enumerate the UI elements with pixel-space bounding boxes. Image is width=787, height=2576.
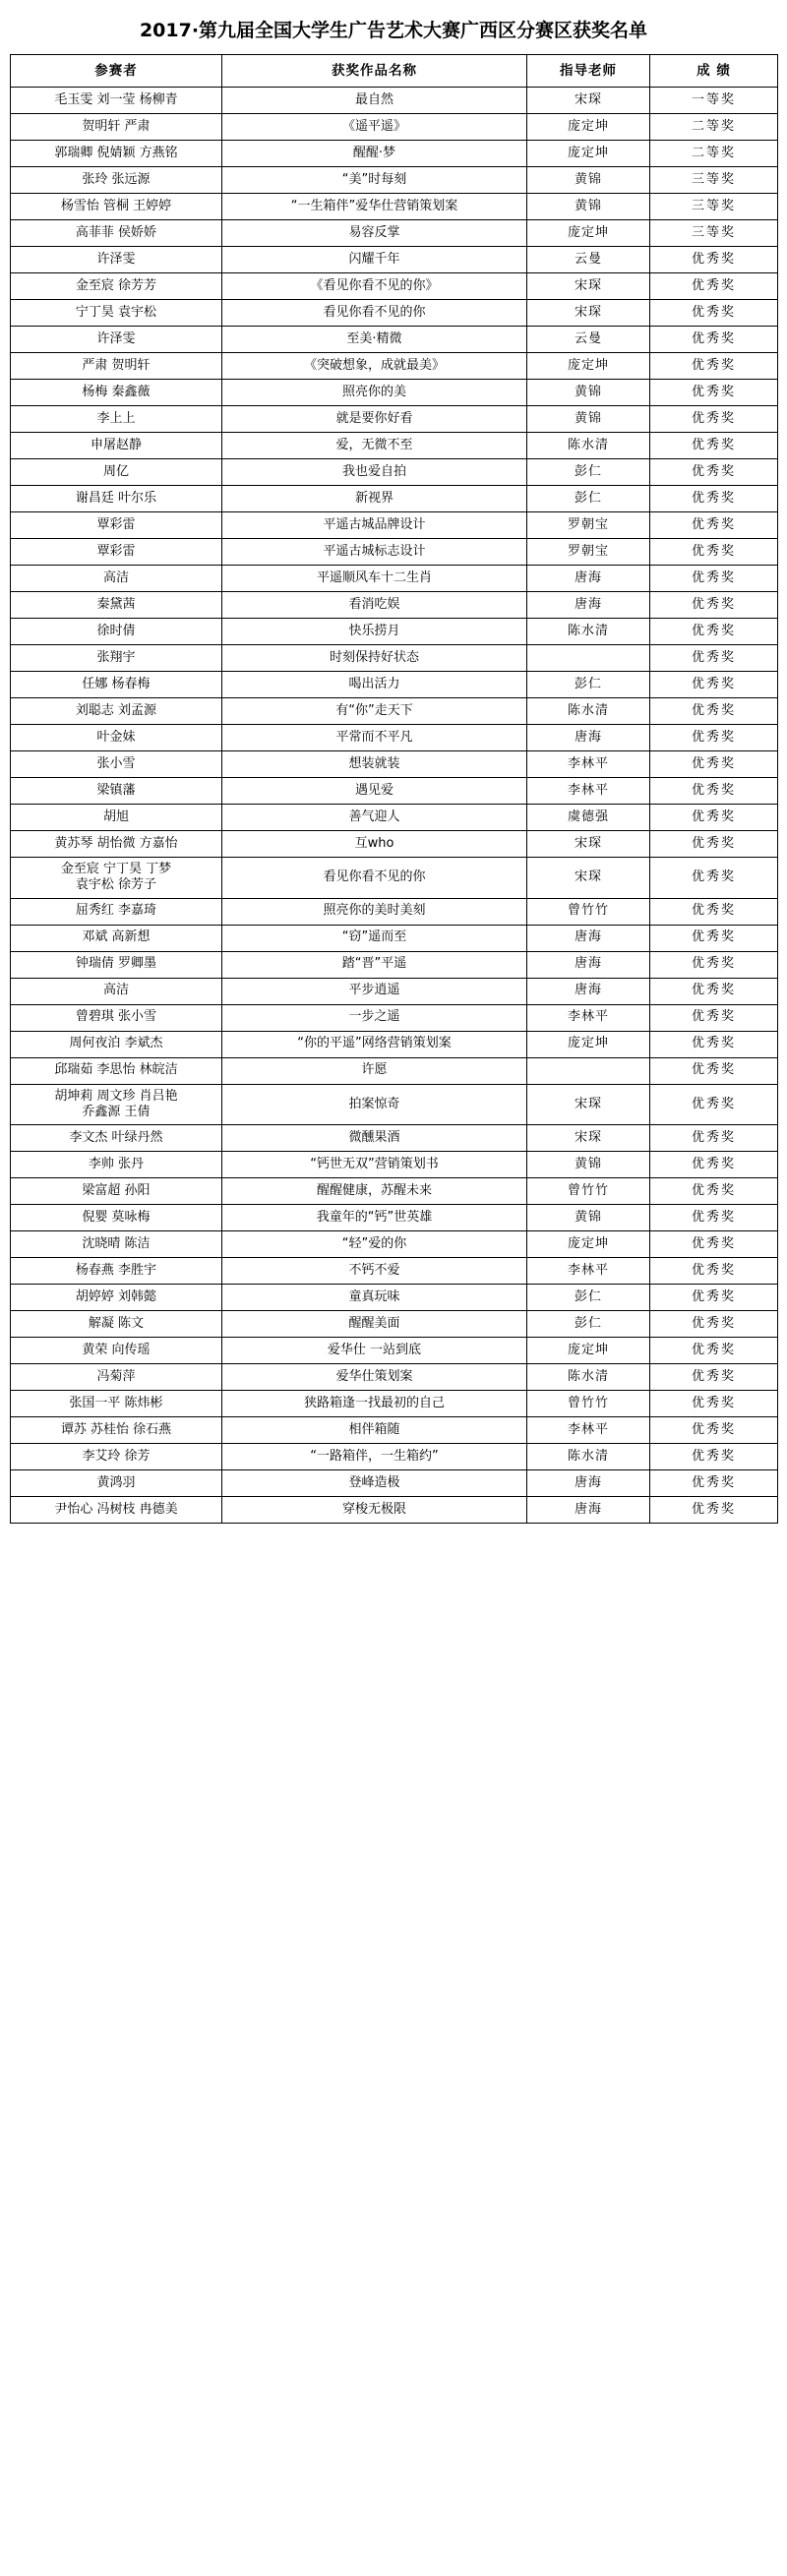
table-row <box>11 406 778 433</box>
cell-participant: 严肃 贺明轩 <box>11 353 222 380</box>
table-row <box>11 1497 778 1524</box>
cell-result: 优秀奖 <box>650 1311 778 1338</box>
cell-result: 三等奖 <box>650 220 778 247</box>
cell-work: 看消吃娱 <box>222 592 527 619</box>
cell-work: 《遥平遥》 <box>222 114 527 141</box>
cell-teacher: 黄锦 <box>527 1152 650 1178</box>
cell-teacher: 云曼 <box>527 327 650 353</box>
cell-participant: 张小雪 <box>11 751 222 778</box>
cell-participant: 胡旭 <box>11 805 222 831</box>
cell-teacher: 李林平 <box>527 1258 650 1285</box>
cell-participant: 郭瑞卿 倪婧颖 方燕铭 <box>11 141 222 167</box>
cell-result: 优秀奖 <box>650 459 778 486</box>
cell-participant: 邱瑞茹 李思怡 林皖洁 <box>11 1057 222 1084</box>
cell-result: 优秀奖 <box>650 433 778 459</box>
cell-teacher: 庞定坤 <box>527 114 650 141</box>
cell-work: 爱华仕策划案 <box>222 1364 527 1391</box>
cell-teacher: 李林平 <box>527 1004 650 1031</box>
cell-participant: 谭苏 苏桂怡 徐石燕 <box>11 1417 222 1444</box>
cell-teacher: 陈水清 <box>527 433 650 459</box>
cell-participant: 周亿 <box>11 459 222 486</box>
table-row <box>11 1084 778 1125</box>
cell-work: 就是要你好看 <box>222 406 527 433</box>
page-title: 2017·第九届全国大学生广告艺术大赛广西区分赛区获奖名单 <box>139 20 648 41</box>
cell-result: 优秀奖 <box>650 566 778 592</box>
table-row <box>11 300 778 327</box>
table-body <box>11 88 778 1524</box>
cell-result: 优秀奖 <box>650 1057 778 1084</box>
cell-result: 优秀奖 <box>650 1417 778 1444</box>
cell-teacher: 庞定坤 <box>527 141 650 167</box>
table-row <box>11 805 778 831</box>
cell-teacher: 宋琛 <box>527 1125 650 1152</box>
cell-teacher: 李林平 <box>527 1417 650 1444</box>
cell-result: 优秀奖 <box>650 698 778 725</box>
cell-work: 登峰造极 <box>222 1470 527 1497</box>
cell-participant: 高菲菲 侯娇娇 <box>11 220 222 247</box>
cell-result: 三等奖 <box>650 194 778 220</box>
table-row <box>11 1391 778 1417</box>
table-row <box>11 831 778 858</box>
cell-participant: 杨梅 秦鑫薇 <box>11 380 222 406</box>
table-row <box>11 645 778 672</box>
table-row <box>11 951 778 978</box>
cell-participant: 徐时倩 <box>11 619 222 645</box>
cell-teacher <box>527 645 650 672</box>
cell-participant: 高洁 <box>11 566 222 592</box>
cell-participant: 李帅 张丹 <box>11 1152 222 1178</box>
cell-teacher: 唐海 <box>527 1497 650 1524</box>
cell-participant: 张翔宇 <box>11 645 222 672</box>
column-header-teacher: 指导老师 <box>527 55 650 88</box>
cell-work: 爱，无微不至 <box>222 433 527 459</box>
table-row <box>11 898 778 925</box>
cell-result: 优秀奖 <box>650 539 778 566</box>
cell-participant: 李艾玲 徐芳 <box>11 1444 222 1470</box>
cell-result: 优秀奖 <box>650 978 778 1004</box>
cell-result: 优秀奖 <box>650 380 778 406</box>
cell-work: 照亮你的美 <box>222 380 527 406</box>
table-row <box>11 141 778 167</box>
cell-work: 看见你看不见的你 <box>222 300 527 327</box>
table-row <box>11 1311 778 1338</box>
cell-teacher: 虞德强 <box>527 805 650 831</box>
cell-result: 优秀奖 <box>650 1152 778 1178</box>
cell-result: 优秀奖 <box>650 592 778 619</box>
cell-participant: 胡坤莉 周文珍 肖吕艳 乔鑫源 王倩 <box>11 1084 222 1125</box>
cell-teacher: 李林平 <box>527 778 650 805</box>
cell-teacher: 曾竹竹 <box>527 898 650 925</box>
cell-work: 一步之遥 <box>222 1004 527 1031</box>
cell-result: 优秀奖 <box>650 273 778 300</box>
cell-work: 童真玩味 <box>222 1285 527 1311</box>
cell-teacher: 黄锦 <box>527 167 650 194</box>
cell-work: 醒醒·梦 <box>222 141 527 167</box>
cell-work: 平遥古城标志设计 <box>222 539 527 566</box>
table-row <box>11 353 778 380</box>
cell-result: 优秀奖 <box>650 619 778 645</box>
cell-participant: 李文杰 叶绿丹然 <box>11 1125 222 1152</box>
cell-teacher: 彭仁 <box>527 1311 650 1338</box>
cell-result: 优秀奖 <box>650 247 778 273</box>
cell-teacher: 黄锦 <box>527 406 650 433</box>
cell-participant: 申屠赵静 <box>11 433 222 459</box>
table-header-row <box>11 55 778 88</box>
cell-work: 相伴箱随 <box>222 1417 527 1444</box>
cell-work: 时刻保持好状态 <box>222 645 527 672</box>
cell-work: 不钙不爱 <box>222 1258 527 1285</box>
cell-work: 《看见你看不见的你》 <box>222 273 527 300</box>
table-row <box>11 1417 778 1444</box>
table-row <box>11 672 778 698</box>
table-row <box>11 1364 778 1391</box>
cell-result: 优秀奖 <box>650 1364 778 1391</box>
table-row <box>11 194 778 220</box>
cell-participant: 覃彩雷 <box>11 539 222 566</box>
cell-result: 优秀奖 <box>650 858 778 899</box>
cell-result: 优秀奖 <box>650 1084 778 1125</box>
cell-teacher: 彭仁 <box>527 1285 650 1311</box>
cell-teacher: 宋琛 <box>527 858 650 899</box>
table-header <box>11 55 778 88</box>
cell-result: 优秀奖 <box>650 406 778 433</box>
cell-work: 醒醒美面 <box>222 1311 527 1338</box>
cell-result: 三等奖 <box>650 167 778 194</box>
cell-participant: 金至宸 宁丁昊 丁梦 袁宇松 徐芳子 <box>11 858 222 899</box>
cell-work: “钙世无双”营销策划书 <box>222 1152 527 1178</box>
table-row <box>11 1258 778 1285</box>
table-row <box>11 858 778 899</box>
cell-participant: 解凝 陈文 <box>11 1311 222 1338</box>
cell-work: “美”时每刻 <box>222 167 527 194</box>
cell-participant: 任娜 杨春梅 <box>11 672 222 698</box>
cell-teacher: 唐海 <box>527 925 650 951</box>
cell-result: 优秀奖 <box>650 1178 778 1205</box>
table-row <box>11 925 778 951</box>
cell-result: 优秀奖 <box>650 778 778 805</box>
cell-teacher: 宋琛 <box>527 88 650 114</box>
table-row <box>11 778 778 805</box>
cell-work: 最自然 <box>222 88 527 114</box>
cell-participant: 邓斌 高新想 <box>11 925 222 951</box>
cell-work: 我也爱自拍 <box>222 459 527 486</box>
cell-result: 优秀奖 <box>650 805 778 831</box>
cell-participant: 刘聪志 刘孟源 <box>11 698 222 725</box>
cell-work: 狭路箱逢一找最初的自己 <box>222 1391 527 1417</box>
cell-participant: 胡婷婷 刘韩懿 <box>11 1285 222 1311</box>
table-row <box>11 1152 778 1178</box>
cell-participant: 梁镇藩 <box>11 778 222 805</box>
cell-work: 踏“晋”平遥 <box>222 951 527 978</box>
cell-participant: 宁丁昊 袁宇松 <box>11 300 222 327</box>
cell-participant: 金至宸 徐芳芳 <box>11 273 222 300</box>
table-row <box>11 1470 778 1497</box>
cell-result: 优秀奖 <box>650 831 778 858</box>
cell-teacher: 黄锦 <box>527 1205 650 1231</box>
cell-teacher: 宋琛 <box>527 300 650 327</box>
table-row <box>11 1057 778 1084</box>
cell-result: 优秀奖 <box>650 300 778 327</box>
table-row <box>11 1178 778 1205</box>
cell-participant: 梁富超 孙阳 <box>11 1178 222 1205</box>
cell-teacher: 罗朝宝 <box>527 512 650 539</box>
cell-teacher: 曾竹竹 <box>527 1391 650 1417</box>
cell-work: “一路箱伴，一生箱约” <box>222 1444 527 1470</box>
cell-teacher: 唐海 <box>527 951 650 978</box>
cell-work: 许愿 <box>222 1057 527 1084</box>
cell-work: 平遥古城品牌设计 <box>222 512 527 539</box>
cell-work: 互who <box>222 831 527 858</box>
cell-work: 醒醒健康，苏醒未来 <box>222 1178 527 1205</box>
cell-result: 二等奖 <box>650 141 778 167</box>
cell-participant: 贺明轩 严肃 <box>11 114 222 141</box>
cell-work: 照亮你的美时美刻 <box>222 898 527 925</box>
table-row <box>11 1004 778 1031</box>
cell-teacher: 庞定坤 <box>527 220 650 247</box>
cell-work: “窃”遥而至 <box>222 925 527 951</box>
cell-result: 优秀奖 <box>650 1470 778 1497</box>
cell-teacher: 罗朝宝 <box>527 539 650 566</box>
cell-result: 优秀奖 <box>650 751 778 778</box>
cell-teacher: 唐海 <box>527 725 650 751</box>
cell-teacher: 唐海 <box>527 592 650 619</box>
cell-result: 优秀奖 <box>650 1285 778 1311</box>
cell-result: 优秀奖 <box>650 1125 778 1152</box>
cell-work: “轻”爱的你 <box>222 1231 527 1258</box>
cell-work: 想装就装 <box>222 751 527 778</box>
table-row <box>11 486 778 512</box>
cell-teacher: 陈水清 <box>527 698 650 725</box>
table-row <box>11 1205 778 1231</box>
cell-work: “你的平遥”网络营销策划案 <box>222 1031 527 1057</box>
cell-participant: 黄鸿羽 <box>11 1470 222 1497</box>
table-row <box>11 433 778 459</box>
cell-teacher: 庞定坤 <box>527 1338 650 1364</box>
cell-teacher: 庞定坤 <box>527 1031 650 1057</box>
cell-teacher: 云曼 <box>527 247 650 273</box>
cell-work: 至美·精微 <box>222 327 527 353</box>
cell-participant: 许泽雯 <box>11 327 222 353</box>
cell-participant: 黄荣 向传瑶 <box>11 1338 222 1364</box>
table-row <box>11 619 778 645</box>
table-row <box>11 1031 778 1057</box>
cell-teacher: 曾竹竹 <box>527 1178 650 1205</box>
column-header-participant: 参赛者 <box>11 55 222 88</box>
column-header-result: 成 绩 <box>650 55 778 88</box>
cell-work: 穿梭无极限 <box>222 1497 527 1524</box>
cell-result: 优秀奖 <box>650 353 778 380</box>
cell-result: 优秀奖 <box>650 672 778 698</box>
cell-teacher: 宋琛 <box>527 1084 650 1125</box>
cell-teacher: 陈水清 <box>527 1444 650 1470</box>
cell-work: 快乐捞月 <box>222 619 527 645</box>
cell-participant: 屈秀红 李嘉琦 <box>11 898 222 925</box>
cell-result: 优秀奖 <box>650 1391 778 1417</box>
cell-work: 看见你看不见的你 <box>222 858 527 899</box>
cell-result: 优秀奖 <box>650 1231 778 1258</box>
cell-participant: 张玲 张远源 <box>11 167 222 194</box>
cell-participant: 尹怡心 冯树枝 冉德美 <box>11 1497 222 1524</box>
cell-result: 优秀奖 <box>650 512 778 539</box>
cell-participant: 覃彩雷 <box>11 512 222 539</box>
cell-participant: 倪婴 莫咏梅 <box>11 1205 222 1231</box>
cell-result: 优秀奖 <box>650 645 778 672</box>
cell-result: 优秀奖 <box>650 1444 778 1470</box>
cell-teacher: 唐海 <box>527 1470 650 1497</box>
cell-work: “一生箱伴”爱华仕营销策划案 <box>222 194 527 220</box>
cell-participant: 曾碧琪 张小雪 <box>11 1004 222 1031</box>
table-row <box>11 1338 778 1364</box>
cell-participant: 杨春燕 李胜宇 <box>11 1258 222 1285</box>
cell-teacher: 黄锦 <box>527 194 650 220</box>
column-header-work: 获奖作品名称 <box>222 55 527 88</box>
table-row <box>11 1125 778 1152</box>
cell-work: 平步逍遥 <box>222 978 527 1004</box>
table-row <box>11 167 778 194</box>
cell-result: 优秀奖 <box>650 1004 778 1031</box>
cell-work: 《突破想象，成就最美》 <box>222 353 527 380</box>
cell-result: 优秀奖 <box>650 1258 778 1285</box>
cell-work: 易容反掌 <box>222 220 527 247</box>
cell-result: 优秀奖 <box>650 725 778 751</box>
cell-teacher: 彭仁 <box>527 672 650 698</box>
cell-result: 优秀奖 <box>650 327 778 353</box>
cell-participant: 张国一平 陈炜彬 <box>11 1391 222 1417</box>
cell-result: 优秀奖 <box>650 1338 778 1364</box>
cell-result: 优秀奖 <box>650 1031 778 1057</box>
cell-teacher: 唐海 <box>527 566 650 592</box>
cell-work: 喝出活力 <box>222 672 527 698</box>
cell-participant: 钟瑞倩 罗卿墨 <box>11 951 222 978</box>
table-row <box>11 114 778 141</box>
table-row <box>11 1285 778 1311</box>
cell-participant: 杨雪怡 管桐 王婷婷 <box>11 194 222 220</box>
cell-participant: 秦黛茜 <box>11 592 222 619</box>
table-row <box>11 566 778 592</box>
cell-result: 优秀奖 <box>650 1205 778 1231</box>
table-row <box>11 751 778 778</box>
cell-teacher: 陈水清 <box>527 1364 650 1391</box>
cell-work: 微醺果酒 <box>222 1125 527 1152</box>
cell-teacher: 唐海 <box>527 978 650 1004</box>
cell-participant: 高洁 <box>11 978 222 1004</box>
cell-participant: 叶金妹 <box>11 725 222 751</box>
table-row <box>11 1444 778 1470</box>
cell-work: 平遥顺风车十二生肖 <box>222 566 527 592</box>
table-row <box>11 725 778 751</box>
cell-result: 优秀奖 <box>650 898 778 925</box>
cell-teacher: 宋琛 <box>527 273 650 300</box>
table-row <box>11 273 778 300</box>
cell-teacher: 彭仁 <box>527 486 650 512</box>
table-row <box>11 459 778 486</box>
award-list-table <box>10 54 778 1524</box>
cell-teacher: 李林平 <box>527 751 650 778</box>
cell-teacher: 庞定坤 <box>527 1231 650 1258</box>
cell-participant: 谢昌廷 叶尔乐 <box>11 486 222 512</box>
cell-participant: 黄苏琴 胡怡微 方嘉怡 <box>11 831 222 858</box>
cell-result: 优秀奖 <box>650 951 778 978</box>
cell-participant: 沈晓晴 陈洁 <box>11 1231 222 1258</box>
cell-participant: 李上上 <box>11 406 222 433</box>
cell-participant: 周何夜泊 李斌杰 <box>11 1031 222 1057</box>
cell-teacher: 陈水清 <box>527 619 650 645</box>
cell-work: 闪耀千年 <box>222 247 527 273</box>
cell-result: 优秀奖 <box>650 925 778 951</box>
cell-result: 优秀奖 <box>650 1497 778 1524</box>
table-row <box>11 978 778 1004</box>
table-row <box>11 512 778 539</box>
cell-work: 爱华仕 一站到底 <box>222 1338 527 1364</box>
table-row <box>11 1231 778 1258</box>
table-row <box>11 220 778 247</box>
cell-teacher: 黄锦 <box>527 380 650 406</box>
cell-teacher: 宋琛 <box>527 831 650 858</box>
cell-work: 拍案惊奇 <box>222 1084 527 1125</box>
table-row <box>11 88 778 114</box>
cell-work: 新视界 <box>222 486 527 512</box>
cell-teacher: 庞定坤 <box>527 353 650 380</box>
cell-participant: 许泽雯 <box>11 247 222 273</box>
cell-work: 遇见爱 <box>222 778 527 805</box>
table-row <box>11 380 778 406</box>
table-row <box>11 327 778 353</box>
cell-teacher <box>527 1057 650 1084</box>
cell-work: 有“你”走天下 <box>222 698 527 725</box>
table-row <box>11 247 778 273</box>
cell-participant: 冯菊萍 <box>11 1364 222 1391</box>
cell-result: 优秀奖 <box>650 486 778 512</box>
cell-result: 一等奖 <box>650 88 778 114</box>
cell-result: 二等奖 <box>650 114 778 141</box>
table-row <box>11 592 778 619</box>
cell-work: 平常而不平凡 <box>222 725 527 751</box>
cell-teacher: 彭仁 <box>527 459 650 486</box>
cell-participant: 毛玉雯 刘一莹 杨柳青 <box>11 88 222 114</box>
table-row <box>11 698 778 725</box>
cell-work: 我童年的“钙”世英雄 <box>222 1205 527 1231</box>
cell-work: 善气迎人 <box>222 805 527 831</box>
table-row <box>11 539 778 566</box>
